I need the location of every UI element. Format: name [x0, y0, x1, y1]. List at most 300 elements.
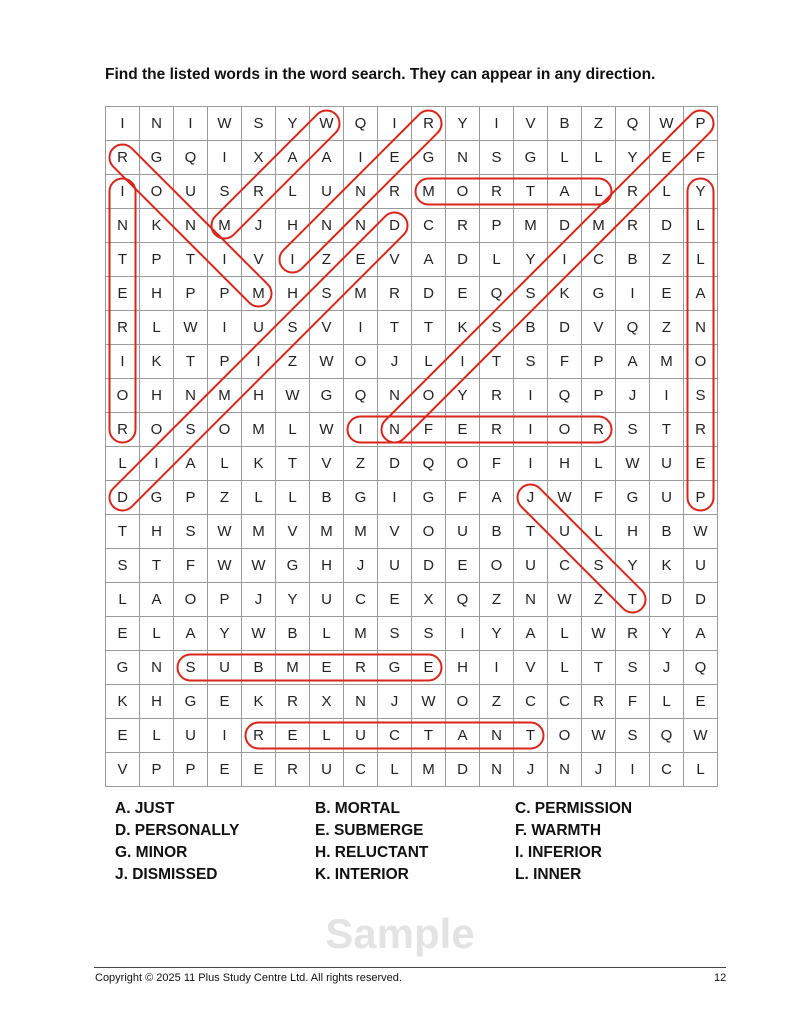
- grid-cell: I: [106, 175, 140, 209]
- grid-cell: K: [140, 345, 174, 379]
- grid-cell: I: [208, 243, 242, 277]
- grid-cell: C: [582, 243, 616, 277]
- grid-cell: P: [208, 345, 242, 379]
- grid-cell: D: [378, 447, 412, 481]
- word-list-item: F. WARMTH: [515, 822, 602, 839]
- grid-cell: F: [684, 141, 718, 175]
- grid-cell: V: [514, 107, 548, 141]
- grid-cell: C: [548, 549, 582, 583]
- grid-cell: J: [650, 651, 684, 685]
- grid-cell: B: [616, 243, 650, 277]
- grid-cell: O: [106, 379, 140, 413]
- page-title: Find the listed words in the word search. They can appear in any direction.: [105, 66, 656, 83]
- grid-cell: X: [412, 583, 446, 617]
- grid-cell: D: [446, 243, 480, 277]
- grid-cell: N: [140, 107, 174, 141]
- grid-cell: R: [582, 413, 616, 447]
- grid-cell: N: [480, 753, 514, 787]
- grid-cell: L: [276, 413, 310, 447]
- grid-cell: S: [310, 277, 344, 311]
- grid-cell: M: [242, 277, 276, 311]
- grid-cell: A: [174, 617, 208, 651]
- grid-cell: O: [548, 719, 582, 753]
- grid-cell: G: [344, 481, 378, 515]
- grid-cell: W: [276, 379, 310, 413]
- grid-cell: B: [310, 481, 344, 515]
- grid-cell: Y: [650, 617, 684, 651]
- grid-cell: L: [650, 175, 684, 209]
- grid-cell: O: [446, 175, 480, 209]
- grid-cell: M: [412, 753, 446, 787]
- grid-cell: I: [548, 243, 582, 277]
- grid-cell: U: [446, 515, 480, 549]
- grid-cell: I: [208, 141, 242, 175]
- grid-cell: E: [446, 549, 480, 583]
- grid-cell: G: [174, 685, 208, 719]
- grid-cell: R: [480, 379, 514, 413]
- grid-cell: Y: [684, 175, 718, 209]
- grid-cell: V: [106, 753, 140, 787]
- grid-cell: E: [276, 719, 310, 753]
- grid-cell: J: [514, 753, 548, 787]
- footer-divider: [94, 967, 726, 968]
- grid-cell: T: [106, 515, 140, 549]
- grid-cell: W: [242, 617, 276, 651]
- grid-cell: S: [106, 549, 140, 583]
- grid-cell: W: [174, 311, 208, 345]
- grid-cell: S: [684, 379, 718, 413]
- grid-cell: H: [446, 651, 480, 685]
- grid-cell: I: [378, 107, 412, 141]
- grid-cell: R: [344, 651, 378, 685]
- grid-cell: Z: [480, 685, 514, 719]
- grid-cell: U: [310, 753, 344, 787]
- grid-cell: H: [140, 515, 174, 549]
- grid-cell: Y: [616, 549, 650, 583]
- word-list-item: H. RELUCTANT: [315, 844, 429, 861]
- grid-cell: G: [310, 379, 344, 413]
- grid-cell: T: [174, 345, 208, 379]
- grid-cell: T: [140, 549, 174, 583]
- grid-cell: V: [582, 311, 616, 345]
- grid-cell: P: [582, 345, 616, 379]
- grid-cell: Z: [208, 481, 242, 515]
- grid-cell: W: [684, 719, 718, 753]
- grid-cell: V: [378, 243, 412, 277]
- grid-cell: U: [514, 549, 548, 583]
- grid-cell: W: [548, 481, 582, 515]
- grid-cell: T: [650, 413, 684, 447]
- grid-cell: I: [208, 719, 242, 753]
- grid-cell: B: [242, 651, 276, 685]
- grid-cell: U: [344, 719, 378, 753]
- grid-cell: R: [616, 209, 650, 243]
- grid-cell: H: [310, 549, 344, 583]
- grid-cell: R: [242, 175, 276, 209]
- grid-cell: L: [106, 447, 140, 481]
- grid-cell: O: [446, 685, 480, 719]
- grid-cell: E: [106, 277, 140, 311]
- grid-cell: W: [616, 447, 650, 481]
- grid-cell: O: [480, 549, 514, 583]
- grid-cell: P: [684, 107, 718, 141]
- grid-cell: K: [650, 549, 684, 583]
- grid-cell: I: [446, 617, 480, 651]
- grid-cell: P: [140, 753, 174, 787]
- grid-cell: P: [174, 481, 208, 515]
- grid-cell: J: [378, 685, 412, 719]
- grid-cell: Z: [582, 107, 616, 141]
- grid-cell: A: [174, 447, 208, 481]
- grid-cell: I: [616, 277, 650, 311]
- grid-cell: M: [208, 209, 242, 243]
- grid-cell: N: [446, 141, 480, 175]
- page-number: 12: [714, 972, 727, 984]
- grid-cell: D: [650, 209, 684, 243]
- grid-cell: R: [276, 753, 310, 787]
- grid-cell: H: [242, 379, 276, 413]
- grid-cell: N: [174, 209, 208, 243]
- grid-cell: M: [344, 277, 378, 311]
- grid-cell: O: [174, 583, 208, 617]
- grid-cell: G: [276, 549, 310, 583]
- grid-cell: E: [344, 243, 378, 277]
- grid-cell: K: [242, 447, 276, 481]
- grid-cell: T: [514, 515, 548, 549]
- grid-cell: M: [412, 175, 446, 209]
- grid-cell: Q: [344, 379, 378, 413]
- grid-cell: M: [310, 515, 344, 549]
- grid-cell: P: [480, 209, 514, 243]
- grid-cell: T: [514, 719, 548, 753]
- grid-cell: O: [548, 413, 582, 447]
- grid-cell: R: [242, 719, 276, 753]
- grid-cell: R: [616, 175, 650, 209]
- grid-cell: U: [174, 719, 208, 753]
- grid-cell: U: [242, 311, 276, 345]
- grid-cell: E: [446, 413, 480, 447]
- grid-cell: Y: [480, 617, 514, 651]
- grid-cell: S: [174, 651, 208, 685]
- grid-cell: E: [650, 277, 684, 311]
- grid-cell: T: [412, 719, 446, 753]
- grid-cell: O: [208, 413, 242, 447]
- grid-cell: V: [514, 651, 548, 685]
- grid-cell: I: [276, 243, 310, 277]
- grid-cell: P: [208, 277, 242, 311]
- grid-cell: U: [684, 549, 718, 583]
- grid-cell: R: [616, 617, 650, 651]
- grid-cell: G: [582, 277, 616, 311]
- grid-cell: F: [446, 481, 480, 515]
- grid-cell: Y: [446, 107, 480, 141]
- grid-cell: U: [208, 651, 242, 685]
- grid-cell: T: [480, 345, 514, 379]
- grid-cell: S: [480, 141, 514, 175]
- grid-cell: D: [412, 277, 446, 311]
- grid-cell: A: [480, 481, 514, 515]
- grid-cell: I: [650, 379, 684, 413]
- grid-cell: F: [174, 549, 208, 583]
- grid-cell: B: [514, 311, 548, 345]
- grid-cell: I: [208, 311, 242, 345]
- grid-cell: W: [310, 107, 344, 141]
- grid-cell: A: [446, 719, 480, 753]
- grid-cell: E: [684, 685, 718, 719]
- grid-cell: R: [480, 175, 514, 209]
- grid-cell: Y: [276, 107, 310, 141]
- word-list: [115, 800, 715, 884]
- grid-cell: E: [106, 719, 140, 753]
- grid-cell: A: [616, 345, 650, 379]
- grid-cell: Q: [616, 311, 650, 345]
- grid-cell: S: [616, 719, 650, 753]
- grid-cell: L: [582, 515, 616, 549]
- grid-cell: T: [616, 583, 650, 617]
- grid-cell: W: [208, 107, 242, 141]
- grid-cell: N: [684, 311, 718, 345]
- grid-cell: M: [242, 515, 276, 549]
- grid-cell: K: [548, 277, 582, 311]
- grid-cell: H: [140, 277, 174, 311]
- grid-cell: P: [140, 243, 174, 277]
- word-list-item: G. MINOR: [115, 844, 188, 861]
- grid-cell: F: [480, 447, 514, 481]
- grid-cell: I: [514, 379, 548, 413]
- grid-cell: L: [310, 719, 344, 753]
- grid-cell: E: [208, 753, 242, 787]
- grid-cell: Q: [174, 141, 208, 175]
- grid-cell: Q: [616, 107, 650, 141]
- grid-cell: F: [582, 481, 616, 515]
- grid-cell: Q: [344, 107, 378, 141]
- grid-cell: X: [310, 685, 344, 719]
- grid-cell: Y: [616, 141, 650, 175]
- grid-cell: L: [582, 141, 616, 175]
- grid-cell: N: [174, 379, 208, 413]
- grid-cell: R: [378, 277, 412, 311]
- grid-cell: N: [140, 651, 174, 685]
- grid-cell: Q: [548, 379, 582, 413]
- grid-cell: S: [174, 515, 208, 549]
- grid-cell: S: [480, 311, 514, 345]
- grid-cell: D: [412, 549, 446, 583]
- grid-cell: L: [582, 175, 616, 209]
- grid-cell: H: [616, 515, 650, 549]
- grid-cell: N: [378, 413, 412, 447]
- grid-cell: N: [344, 209, 378, 243]
- grid-cell: C: [378, 719, 412, 753]
- grid-cell: T: [378, 311, 412, 345]
- grid-cell: L: [242, 481, 276, 515]
- grid-cell: G: [616, 481, 650, 515]
- grid-cell: K: [140, 209, 174, 243]
- grid-cell: A: [310, 141, 344, 175]
- grid-cell: E: [242, 753, 276, 787]
- grid-cell: A: [514, 617, 548, 651]
- word-list-item: I. INFERIOR: [515, 844, 602, 861]
- grid-cell: Y: [514, 243, 548, 277]
- grid-cell: R: [446, 209, 480, 243]
- grid-cell: E: [684, 447, 718, 481]
- grid-cell: A: [548, 175, 582, 209]
- word-list-item: J. DISMISSED: [115, 866, 218, 883]
- grid-cell: E: [446, 277, 480, 311]
- grid-cell: D: [106, 481, 140, 515]
- grid-cell: K: [242, 685, 276, 719]
- grid-cell: U: [548, 515, 582, 549]
- grid-cell: N: [310, 209, 344, 243]
- grid-cell: I: [446, 345, 480, 379]
- grid-cell: S: [208, 175, 242, 209]
- grid-cell: L: [140, 719, 174, 753]
- grid-cell: S: [276, 311, 310, 345]
- grid-cell: I: [514, 447, 548, 481]
- grid-cell: Q: [650, 719, 684, 753]
- grid-cell: W: [310, 413, 344, 447]
- grid-cell: M: [582, 209, 616, 243]
- grid-cell: D: [548, 311, 582, 345]
- grid-cell: O: [140, 413, 174, 447]
- grid-cell: I: [378, 481, 412, 515]
- grid-cell: I: [242, 345, 276, 379]
- grid-cell: W: [582, 617, 616, 651]
- grid-cell: O: [140, 175, 174, 209]
- grid-cell: L: [140, 617, 174, 651]
- grid-cell: O: [684, 345, 718, 379]
- grid-cell: C: [344, 583, 378, 617]
- grid-cell: L: [548, 617, 582, 651]
- grid-cell: W: [412, 685, 446, 719]
- grid-cell: W: [310, 345, 344, 379]
- grid-cell: L: [276, 481, 310, 515]
- grid-cell: I: [140, 447, 174, 481]
- grid-cell: I: [480, 651, 514, 685]
- grid-cell: B: [276, 617, 310, 651]
- grid-cell: R: [106, 141, 140, 175]
- grid-cell: A: [684, 617, 718, 651]
- grid-cell: Y: [276, 583, 310, 617]
- grid-cell: U: [174, 175, 208, 209]
- grid-cell: G: [514, 141, 548, 175]
- grid-cell: W: [582, 719, 616, 753]
- grid-cell: S: [616, 413, 650, 447]
- grid-cell: V: [310, 447, 344, 481]
- word-list-item: B. MORTAL: [315, 800, 400, 817]
- grid-cell: S: [378, 617, 412, 651]
- grid-cell: Z: [650, 243, 684, 277]
- grid-cell: T: [276, 447, 310, 481]
- grid-cell: Q: [480, 277, 514, 311]
- grid-cell: O: [412, 515, 446, 549]
- grid-cell: X: [242, 141, 276, 175]
- grid-cell: C: [344, 753, 378, 787]
- grid-cell: C: [412, 209, 446, 243]
- grid-cell: L: [412, 345, 446, 379]
- grid-cell: W: [208, 549, 242, 583]
- grid-cell: J: [378, 345, 412, 379]
- word-search-grid: [105, 106, 718, 787]
- grid-cell: N: [106, 209, 140, 243]
- grid-cell: T: [514, 175, 548, 209]
- grid-cell: E: [412, 651, 446, 685]
- grid-cell: O: [412, 379, 446, 413]
- grid-cell: Q: [684, 651, 718, 685]
- grid-cell: D: [684, 583, 718, 617]
- grid-cell: Y: [446, 379, 480, 413]
- grid-cell: J: [514, 481, 548, 515]
- grid-cell: U: [310, 175, 344, 209]
- word-list-item: A. JUST: [115, 800, 175, 817]
- grid-cell: L: [684, 753, 718, 787]
- grid-cell: P: [582, 379, 616, 413]
- grid-cell: Z: [344, 447, 378, 481]
- grid-cell: I: [344, 311, 378, 345]
- grid-cell: S: [242, 107, 276, 141]
- grid-cell: Y: [208, 617, 242, 651]
- grid-cell: M: [344, 617, 378, 651]
- sample-watermark: Sample: [325, 910, 475, 957]
- grid-cell: L: [684, 209, 718, 243]
- grid-cell: V: [242, 243, 276, 277]
- grid-cell: F: [548, 345, 582, 379]
- grid-cell: D: [446, 753, 480, 787]
- grid-cell: A: [684, 277, 718, 311]
- grid-cell: L: [684, 243, 718, 277]
- grid-cell: B: [480, 515, 514, 549]
- grid-cell: R: [106, 413, 140, 447]
- grid-cell: L: [548, 651, 582, 685]
- grid-cell: G: [412, 141, 446, 175]
- grid-cell: F: [412, 413, 446, 447]
- grid-cell: S: [514, 277, 548, 311]
- grid-cell: E: [106, 617, 140, 651]
- grid-cell: J: [344, 549, 378, 583]
- grid-cell: V: [378, 515, 412, 549]
- grid-cell: U: [650, 481, 684, 515]
- grid-cell: N: [548, 753, 582, 787]
- grid-cell: H: [140, 685, 174, 719]
- grid-cell: P: [174, 753, 208, 787]
- grid-cell: Z: [650, 311, 684, 345]
- grid-cell: Z: [582, 583, 616, 617]
- grid-cell: I: [480, 107, 514, 141]
- grid-cell: M: [344, 515, 378, 549]
- grid-cell: D: [650, 583, 684, 617]
- grid-cell: I: [514, 413, 548, 447]
- grid-cell: U: [378, 549, 412, 583]
- grid-cell: N: [378, 379, 412, 413]
- grid-cell: T: [174, 243, 208, 277]
- grid-cell: J: [616, 379, 650, 413]
- grid-cell: M: [242, 413, 276, 447]
- grid-cell: Z: [310, 243, 344, 277]
- grid-cell: G: [140, 481, 174, 515]
- grid-cell: V: [310, 311, 344, 345]
- grid-cell: K: [446, 311, 480, 345]
- grid-cell: H: [140, 379, 174, 413]
- grid-cell: R: [106, 311, 140, 345]
- grid-cell: P: [684, 481, 718, 515]
- grid-cell: A: [140, 583, 174, 617]
- grid-cell: Z: [480, 583, 514, 617]
- copyright-notice: Copyright © 2025 11 Plus Study Centre Ltd. All rights reserved.: [95, 972, 402, 984]
- grid-cell: W: [548, 583, 582, 617]
- grid-cell: T: [582, 651, 616, 685]
- grid-cell: R: [412, 107, 446, 141]
- word-list-item: K. INTERIOR: [315, 866, 409, 883]
- grid-cell: H: [276, 209, 310, 243]
